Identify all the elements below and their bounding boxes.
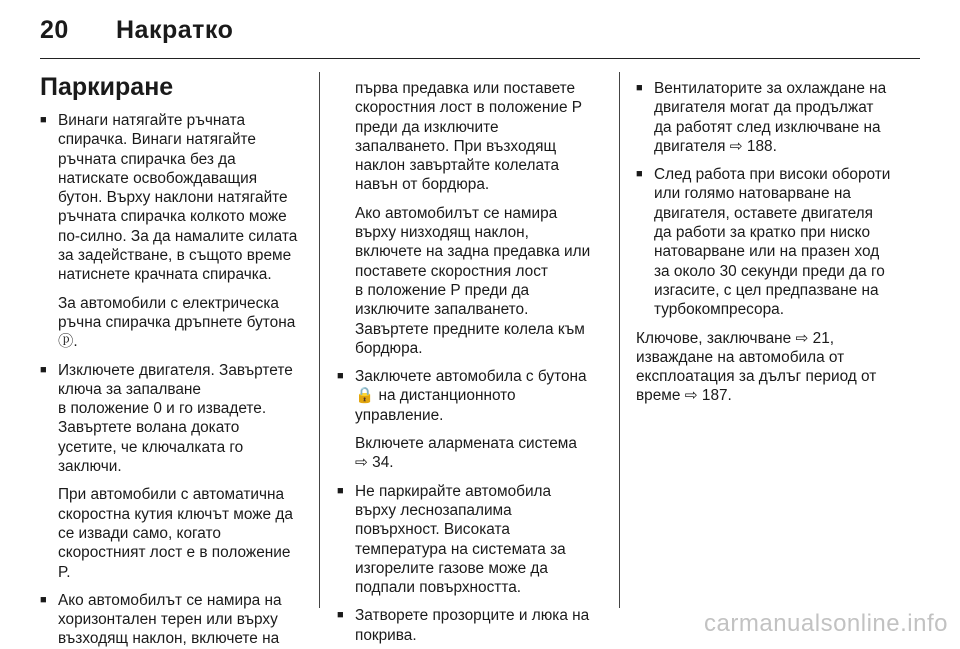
- paragraph: При автомобили с автоматична скоростна кутия ключът може да се извади само, когато скоростният лост е в положение P.: [58, 486, 293, 581]
- header-divider: [40, 58, 920, 59]
- paragraph: За автомобили с електрическа ръчна спирачка дръпнете бутона ⓟ.: [58, 294, 296, 351]
- column-divider-1: [319, 72, 320, 608]
- column-2: [337, 79, 609, 645]
- page-number: 20: [40, 16, 69, 44]
- paragraph: първа предавка или поставете скоростния лост в положение P преди да изключите запалването. При възходящ наклон завъртайте колелата навън от бордюра.: [355, 80, 583, 194]
- bullet-item: ■ След работа при високи обороти или голямо натоварване на двигателя, оставете двигателя да работи за кратко при ниско натоварване или на празен ход за около 30 секунди преди да го изгасите, с цел предпазване на турбокомпресора.: [636, 165, 910, 319]
- column-1: [40, 72, 310, 649]
- bullet-item: ■ Изключете двигателя. Завъртете ключа за запалване в положение 0 и го извадете. Завъртете волана докато усетите, че ключалката го заключи.: [40, 361, 310, 477]
- column-divider-2: [619, 72, 620, 608]
- cross-reference-paragraph: Ключове, заключване ⇨ 21, изваждане на автомобила от експлоатация за дълъг период от време ⇨ 187.: [636, 329, 877, 405]
- bullet-item: ■ Заключете автомобила с бутона 🔒 на дистанционното управление.: [337, 367, 609, 425]
- column-3: [636, 79, 910, 406]
- bullet-item: ■ Ако автомобилът се намира на хоризонтален терен или върху възходящ наклон, включете на: [40, 591, 310, 649]
- watermark-text: carmanualsonline.info: [704, 610, 948, 637]
- chapter-title: Накратко: [116, 16, 234, 44]
- bullet-item: ■ Не паркирайте автомобила върху леснозапалима повърхност. Високата температура на системата за изгорелите газове може да подпали повърхността.: [337, 482, 609, 598]
- page-header: [40, 12, 920, 52]
- section-title: Паркиране: [40, 73, 174, 101]
- paragraph: Включете алармената система ⇨ 34.: [355, 435, 577, 472]
- paragraph: Ако автомобилът се намира върху низходящ наклон, включете на задна предавка или поставете скоростния лост в положение P преди да изключите запалването. Завъртете предните колела към бордюра.: [355, 204, 591, 357]
- bullet-item: ■ Вентилаторите за охлаждане на двигателя могат да продължат да работят след изключване на двигателя ⇨ 188.: [636, 79, 910, 156]
- bullet-item: ■ Затворете прозорците и люка на покрива.: [337, 606, 609, 645]
- bullet-item: ■ Винаги натягайте ръчната спирачка. Винаги натягайте ръчната спирачка без да натискате освобождаващия бутон. Върху наклони натягайте ръчната спирачка колкото може по-силно. За да намалите силата за задействане, в същото време натиснете крачната спирачка.: [40, 111, 310, 285]
